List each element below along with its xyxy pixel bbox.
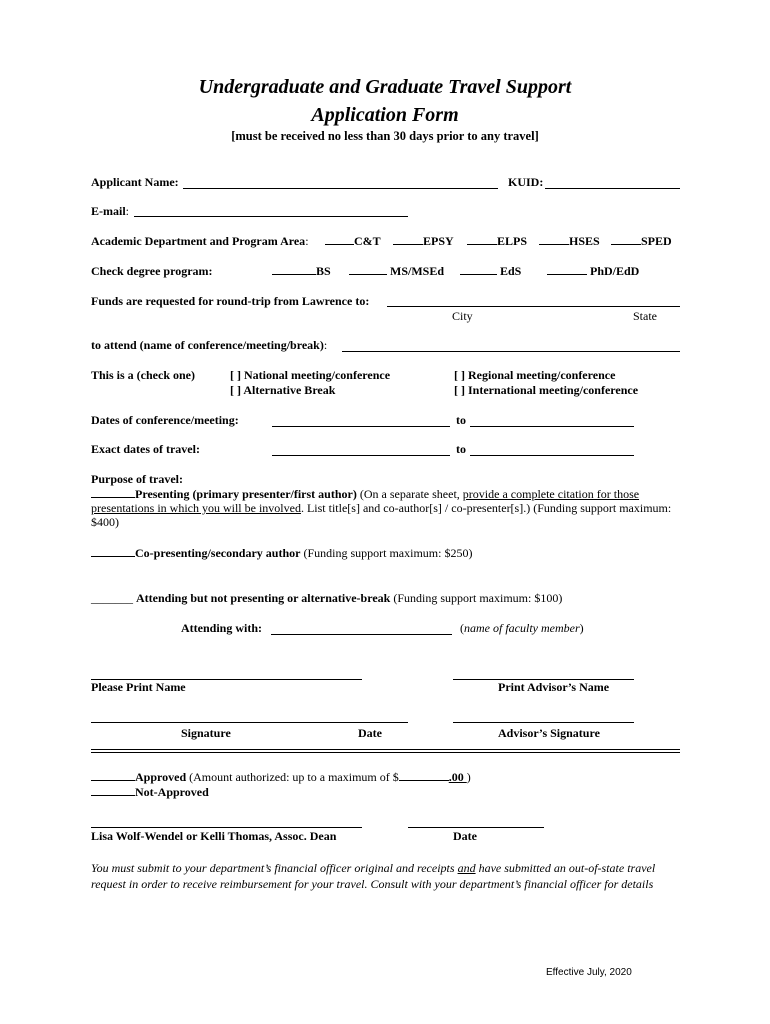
kuid-label: KUID: (508, 175, 544, 189)
attending-label: Attending but not presenting or alternative-break (136, 591, 391, 605)
dept-blank-epsy[interactable] (393, 244, 423, 245)
amount-field[interactable] (399, 780, 449, 781)
state-caption: State (633, 309, 657, 323)
degree-option-eds[interactable] (460, 264, 521, 279)
destination-field[interactable] (387, 306, 680, 307)
attending-text: (Funding support maximum: $100) (390, 591, 563, 605)
degree-option-eds-label: EdS (500, 264, 522, 278)
dept-option-elps-label: ELPS (497, 234, 528, 248)
dean-date-field[interactable] (408, 827, 544, 828)
presenting-label: Presenting (primary presenter/first author) (135, 487, 357, 501)
approved-option (91, 770, 471, 785)
copresenting-option (91, 546, 472, 561)
degree-blank-phd[interactable] (547, 274, 587, 275)
signature-field[interactable] (91, 722, 408, 723)
degree-option-bs[interactable] (272, 264, 331, 279)
presenting-blank[interactable] (91, 497, 135, 498)
copresenting-label: Co-presenting/secondary author (135, 546, 301, 560)
approved-blank[interactable] (91, 780, 135, 781)
conference-dates-label: Dates of conference/meeting: (91, 413, 239, 427)
presenting-text1: (On a separate sheet, (356, 487, 463, 501)
applicant-name-label: Applicant Name: (91, 175, 179, 189)
email-label: E-mail (91, 204, 126, 218)
note-text1: You must submit to your department’s financial officer original and receipts (91, 861, 458, 875)
meeting-type-label: This is a (check one) (91, 368, 196, 382)
degree-option-ms[interactable] (349, 264, 444, 279)
dean-date-label: Date (453, 829, 477, 843)
faculty-member-field[interactable] (271, 634, 452, 635)
advisor-signature-label: Advisor’s Signature (498, 726, 600, 740)
funds-label: Funds are requested for round-trip from Lawrence to: (91, 294, 370, 308)
not-approved-option (91, 785, 209, 800)
degree-option-phd[interactable] (547, 264, 639, 279)
department-label-wrap (91, 234, 309, 249)
checkbox-regional[interactable]: [ ] Regional meeting/conference (454, 368, 616, 382)
dept-blank-elps[interactable] (467, 244, 497, 245)
degree-blank-bs[interactable] (272, 274, 316, 275)
dept-blank-sped[interactable] (611, 244, 641, 245)
dept-blank-ct[interactable] (325, 244, 354, 245)
checkbox-national[interactable]: [ ] National meeting/conference (230, 368, 391, 382)
conference-to-label: to (456, 413, 466, 427)
signature-date-label: Date (358, 726, 382, 740)
attending-option (91, 591, 562, 606)
note-and: and (457, 861, 476, 875)
presenting-text2: . List title[s] and co-author[s] / co-presenter[s].) (Funding support maximum: $400) (91, 501, 672, 529)
kuid-field[interactable] (545, 188, 680, 189)
form-title-line2: Application Form (311, 104, 459, 126)
degree-blank-ms[interactable] (349, 274, 387, 275)
travel-end-field[interactable] (470, 455, 634, 456)
note-text2: have submitted an out-of-state travel request in order to receive reimbursement for your travel. Consult with your department’s financial officer for details (91, 861, 656, 891)
dean-label: Lisa Wolf-Wendel or Kelli Thomas, Assoc. Dean (91, 829, 337, 843)
checkbox-international[interactable]: [ ] International meeting/conference (454, 383, 639, 397)
attend-label-wrap (91, 338, 327, 353)
travel-to-label: to (456, 442, 466, 456)
email-field[interactable] (134, 216, 408, 217)
dept-option-ct[interactable] (325, 234, 381, 249)
signature-label: Signature (181, 726, 231, 740)
attending-with-label: Attending with: (181, 621, 263, 635)
dept-option-epsy-label: EPSY (423, 234, 454, 248)
degree-option-ms-label: MS/MSEd (390, 264, 445, 278)
conference-start-field[interactable] (272, 426, 450, 427)
email-colon: : (125, 204, 130, 218)
dept-blank-hses[interactable] (539, 244, 569, 245)
copresenting-text: (Funding support maximum: $250) (300, 546, 473, 560)
approved-label: Approved (135, 770, 187, 784)
presenting-option (91, 487, 681, 529)
checkbox-alternative-break[interactable]: [ ] Alternative Break (230, 383, 336, 397)
dept-option-elps[interactable] (467, 234, 527, 249)
travel-dates-label: Exact dates of travel: (91, 442, 200, 456)
form-subtitle: [must be received no less than 30 days prior to any travel] (231, 129, 539, 143)
attending-with-note: (name of faculty member) (460, 621, 584, 635)
print-advisor-label: Print Advisor’s Name (498, 680, 610, 694)
reimbursement-note (91, 860, 691, 892)
faculty-note-text: name of faculty member (464, 621, 580, 635)
dept-option-hses[interactable] (539, 234, 600, 249)
department-colon: : (305, 234, 309, 248)
print-name-label: Please Print Name (91, 680, 186, 694)
dept-option-ct-label: C&T (354, 234, 381, 248)
amount-suffix: .00 (448, 770, 467, 784)
approved-text: (Amount authorized: up to a maximum of $ (186, 770, 399, 784)
presenting-citation-note: provide a complete citation for those presentations in which you will be involved (91, 487, 640, 515)
form-title-line1: Undergraduate and Graduate Travel Support (198, 76, 572, 98)
degree-option-bs-label: BS (316, 264, 331, 278)
effective-date: Effective July, 2020 (546, 967, 632, 978)
dean-signature-field[interactable] (91, 827, 362, 828)
email-label-wrap (91, 204, 129, 219)
city-caption: City (452, 309, 473, 323)
attend-label: to attend (name of conference/meeting/break) (91, 338, 324, 352)
applicant-name-field[interactable] (183, 188, 498, 189)
dept-option-sped-label: SPED (641, 234, 672, 248)
attending-blank[interactable]: _______ (91, 591, 136, 605)
department-label: Academic Department and Program Area (91, 234, 306, 248)
not-approved-label: Not-Approved (135, 785, 209, 799)
travel-start-field[interactable] (272, 455, 450, 456)
approved-close: ) (466, 770, 471, 784)
degree-label: Check degree program: (91, 264, 213, 278)
section-divider (91, 749, 680, 753)
conference-end-field[interactable] (470, 426, 634, 427)
advisor-signature-field[interactable] (453, 722, 634, 723)
dept-option-sped[interactable] (611, 234, 672, 249)
degree-blank-eds[interactable] (460, 274, 497, 275)
dept-option-epsy[interactable] (393, 234, 454, 249)
dept-option-hses-label: HSES (569, 234, 600, 248)
attend-colon: : (323, 338, 328, 352)
purpose-label: Purpose of travel: (91, 472, 183, 486)
copresenting-blank[interactable] (91, 556, 135, 557)
not-approved-blank[interactable] (91, 795, 135, 796)
degree-option-phd-label: PhD/EdD (590, 264, 640, 278)
conference-name-field[interactable] (342, 351, 680, 352)
